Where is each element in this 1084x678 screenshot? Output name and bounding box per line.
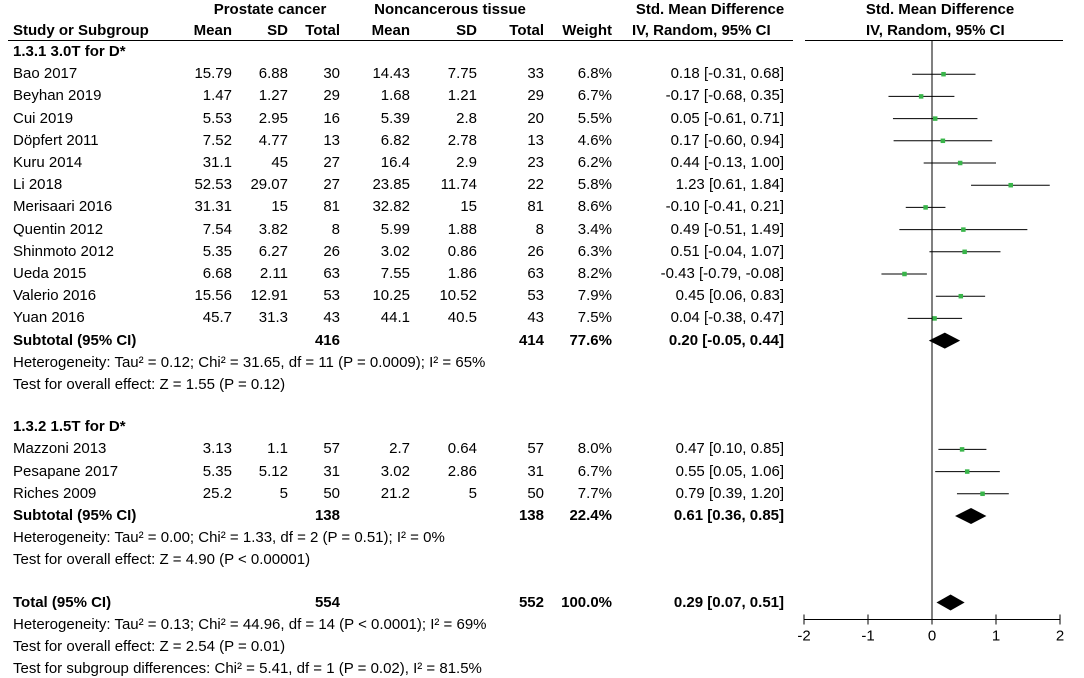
cell-sd2: 0.86 <box>447 242 477 260</box>
cell-m2: 2.7 <box>389 440 410 458</box>
point-estimate-square <box>958 161 963 166</box>
cell-m2: 14.43 <box>372 65 410 83</box>
cell-m1: 7.52 <box>202 131 232 149</box>
study-name: Merisaari 2016 <box>13 198 113 216</box>
cell-sd2: 5 <box>468 484 477 502</box>
study-name: Yuan 2016 <box>13 309 85 327</box>
cell-n1: 53 <box>323 287 340 305</box>
cell-m1: 5.53 <box>202 109 232 127</box>
cell-ci: 0.17 [-0.60, 0.94] <box>670 131 784 149</box>
cell-sd2: 11.74 <box>440 176 477 194</box>
subgroup-title: 1.3.1 3.0T for D* <box>13 43 126 60</box>
cell-sd1: 2.11 <box>259 265 288 282</box>
cell-ci: 0.49 [-0.51, 1.49] <box>670 220 784 238</box>
cell-weight: 6.8% <box>577 65 612 83</box>
cell-weight: 7.7% <box>577 484 612 502</box>
total-label: Total (95% CI) <box>13 593 112 611</box>
point-estimate-square <box>923 205 928 210</box>
subtotal-label: Subtotal (95% CI) <box>13 331 137 349</box>
col-mean1: Mean <box>193 22 232 39</box>
cell-n1: 16 <box>323 109 340 127</box>
cell-n1: 27 <box>323 154 340 171</box>
cell-weight: 7.5% <box>577 309 612 327</box>
subtotal-label: Subtotal (95% CI) <box>13 506 137 524</box>
cell-sd1: 45 <box>271 154 288 171</box>
cell-n2: 57 <box>527 440 544 458</box>
cell-weight: 8.2% <box>577 265 612 282</box>
study-name: Cui 2019 <box>13 109 74 127</box>
cell-ci: 0.51 [-0.04, 1.07] <box>670 242 784 260</box>
cell-sd1: 15 <box>271 198 288 216</box>
cell-sd2: 1.88 <box>447 220 477 238</box>
smd-header: Std. Mean Difference <box>635 1 785 18</box>
total-n2: 552 <box>518 593 544 611</box>
col-sd2: SD <box>456 22 477 39</box>
cell-sd2: 7.75 <box>447 65 477 83</box>
cell-sd1: 5 <box>279 484 288 502</box>
cell-sd1: 2.95 <box>258 109 288 127</box>
cell-n1: 31 <box>323 462 340 480</box>
col-total2: Total <box>509 22 544 39</box>
subtotal-n1: 416 <box>314 331 340 349</box>
cell-m2: 10.25 <box>372 287 410 305</box>
cell-weight: 8.6% <box>577 198 612 216</box>
cell-sd1: 12.91 <box>250 287 288 305</box>
cell-weight: 6.7% <box>577 87 612 105</box>
cell-m1: 31.1 <box>202 154 232 171</box>
cell-m1: 7.54 <box>202 220 232 238</box>
study-name: Valerio 2016 <box>13 287 97 305</box>
study-name: Li 2018 <box>13 176 63 194</box>
cell-m2: 7.55 <box>380 265 410 282</box>
cell-n2: 13 <box>527 131 544 149</box>
cell-weight: 6.7% <box>577 462 612 480</box>
total-heterogeneity-text: Heterogeneity: Tau² = 0.13; Chi² = 44.96, df = 14 (P < 0.0001); I² = 69% <box>13 615 487 633</box>
x-tick-label: -2 <box>797 627 811 645</box>
cell-weight: 3.4% <box>577 220 612 238</box>
cell-ci: 0.79 [0.39, 1.20] <box>675 484 784 502</box>
cell-m1: 31.31 <box>194 198 232 216</box>
cell-ci: 0.04 [-0.38, 0.47] <box>670 309 784 327</box>
cell-m1: 52.53 <box>194 176 232 194</box>
cell-n2: 8 <box>535 220 544 238</box>
cell-n1: 43 <box>323 309 340 327</box>
subtotal-n2: 138 <box>518 506 544 524</box>
point-estimate-square <box>941 139 946 144</box>
subtotal-n1: 138 <box>314 506 340 524</box>
overall-effect-text: Test for overall effect: Z = 1.55 (P = 0.12) <box>13 376 286 393</box>
group1-header: Prostate cancer <box>213 1 327 18</box>
point-estimate-square <box>960 447 965 452</box>
cell-sd2: 2.78 <box>447 131 477 149</box>
cell-m1: 45.7 <box>202 309 232 327</box>
subgroup-title: 1.3.2 1.5T for D* <box>13 418 126 436</box>
total-ci: 0.29 [0.07, 0.51] <box>673 593 784 611</box>
pooled-diamond <box>955 508 986 524</box>
subgroup-difference-text: Test for subgroup differences: Chi² = 5.41, df = 1 (P = 0.02), I² = 81.5% <box>13 660 482 678</box>
cell-weight: 8.0% <box>577 440 612 458</box>
cell-sd2: 2.86 <box>447 462 477 480</box>
cell-weight: 4.6% <box>577 131 612 149</box>
cell-ci: 0.45 [0.06, 0.83] <box>675 287 784 305</box>
cell-m2: 5.99 <box>380 220 410 238</box>
heterogeneity-text: Heterogeneity: Tau² = 0.12; Chi² = 31.65, df = 11 (P = 0.0009); I² = 65% <box>13 353 486 371</box>
cell-n2: 23 <box>527 154 544 171</box>
cell-n2: 31 <box>527 462 544 480</box>
cell-n2: 26 <box>527 242 544 260</box>
cell-m2: 6.82 <box>380 131 410 149</box>
x-tick-label: 1 <box>991 627 1001 645</box>
study-name: Ueda 2015 <box>13 265 87 282</box>
cell-m1: 6.68 <box>202 265 232 282</box>
cell-n1: 26 <box>323 242 340 260</box>
col-weight: Weight <box>562 22 612 39</box>
cell-m1: 5.35 <box>202 462 232 480</box>
cell-m2: 16.4 <box>380 154 410 171</box>
cell-sd2: 2.8 <box>456 109 477 127</box>
study-name: Döpfert 2011 <box>13 131 99 149</box>
cell-n2: 33 <box>527 65 544 83</box>
point-estimate-square <box>961 227 966 232</box>
cell-ci: -0.43 [-0.79, -0.08] <box>660 265 784 282</box>
cell-sd2: 40.5 <box>447 309 477 327</box>
cell-m1: 3.13 <box>202 440 232 458</box>
cell-sd2: 1.86 <box>447 265 477 282</box>
total-n1: 554 <box>314 593 340 611</box>
point-estimate-square <box>965 469 970 474</box>
study-name: Bao 2017 <box>13 65 78 83</box>
cell-m1: 5.35 <box>202 242 232 260</box>
x-tick-label: 2 <box>1055 627 1065 645</box>
plot-ci-header: IV, Random, 95% CI <box>866 22 1005 39</box>
cell-m1: 15.79 <box>194 65 232 83</box>
cell-ci: 1.23 [0.61, 1.84] <box>675 176 784 194</box>
cell-n2: 22 <box>527 176 544 194</box>
cell-m2: 5.39 <box>380 109 410 127</box>
cell-n2: 29 <box>527 87 544 105</box>
cell-n1: 30 <box>323 65 340 83</box>
cell-weight: 6.2% <box>577 154 612 171</box>
col-study: Study or Subgroup <box>13 22 149 39</box>
subtotal-ci: 0.61 [0.36, 0.85] <box>673 506 784 524</box>
cell-n1: 27 <box>323 176 340 194</box>
plot-header: Std. Mean Difference <box>865 1 1015 18</box>
cell-sd2: 2.9 <box>456 154 477 171</box>
cell-ci: 0.47 [0.10, 0.85] <box>675 440 784 458</box>
cell-n2: 81 <box>527 198 544 216</box>
study-name: Mazzoni 2013 <box>13 440 107 458</box>
cell-weight: 7.9% <box>577 287 612 305</box>
cell-m1: 1.47 <box>202 87 232 105</box>
cell-n1: 13 <box>323 131 340 149</box>
cell-ci: 0.44 [-0.13, 1.00] <box>670 154 784 171</box>
cell-ci: 0.18 [-0.31, 0.68] <box>670 65 784 83</box>
col-total1: Total <box>305 22 340 39</box>
point-estimate-square <box>932 316 937 321</box>
cell-n2: 53 <box>527 287 544 305</box>
point-estimate-square <box>941 72 946 77</box>
pooled-diamond <box>936 595 964 611</box>
col-sd1: SD <box>267 22 288 39</box>
cell-weight: 5.8% <box>577 176 612 194</box>
cell-n1: 50 <box>323 484 340 502</box>
cell-sd1: 4.77 <box>258 131 288 149</box>
cell-n2: 43 <box>527 309 544 327</box>
cell-sd1: 31.3 <box>258 309 288 327</box>
cell-n1: 63 <box>323 265 340 282</box>
cell-ci: 0.55 [0.05, 1.06] <box>675 462 784 480</box>
point-estimate-square <box>902 272 907 277</box>
cell-ci: 0.05 [-0.61, 0.71] <box>670 109 784 127</box>
cell-weight: 5.5% <box>577 109 612 127</box>
cell-m2: 21.2 <box>380 484 410 502</box>
cell-sd1: 5.12 <box>258 462 288 480</box>
x-tick-label: -1 <box>861 627 875 645</box>
point-estimate-square <box>959 294 964 299</box>
cell-sd1: 29.07 <box>250 176 288 194</box>
heterogeneity-text: Heterogeneity: Tau² = 0.00; Chi² = 1.33, df = 2 (P = 0.51); I² = 0% <box>13 529 445 547</box>
cell-ci: -0.10 [-0.41, 0.21] <box>665 198 784 216</box>
point-estimate-square <box>962 250 967 255</box>
group2-header: Noncancerous tissue <box>374 1 526 18</box>
cell-sd2: 0.64 <box>447 440 477 458</box>
x-tick-label: 0 <box>927 627 937 645</box>
pooled-diamond <box>929 333 960 349</box>
cell-m2: 32.82 <box>372 198 410 216</box>
point-estimate-square <box>933 116 938 121</box>
subtotal-weight: 22.4% <box>569 506 612 524</box>
point-estimate-square <box>980 492 985 497</box>
total-overall-effect-text: Test for overall effect: Z = 2.54 (P = 0.01) <box>13 637 286 655</box>
cell-m1: 15.56 <box>194 287 232 305</box>
point-estimate-square <box>919 94 924 99</box>
col-ci: IV, Random, 95% CI <box>632 22 771 39</box>
study-name: Quentin 2012 <box>13 220 104 238</box>
cell-n2: 20 <box>527 109 544 127</box>
col-mean2: Mean <box>371 22 410 39</box>
cell-n2: 50 <box>527 484 544 502</box>
study-name: Pesapane 2017 <box>13 462 119 480</box>
cell-weight: 6.3% <box>577 242 612 260</box>
cell-m2: 23.85 <box>372 176 410 194</box>
cell-sd1: 6.27 <box>258 242 288 260</box>
cell-sd1: 1.1 <box>267 440 288 458</box>
total-weight: 100.0% <box>561 593 612 611</box>
cell-sd1: 1.27 <box>258 87 288 105</box>
study-name: Kuru 2014 <box>13 154 83 171</box>
cell-m2: 1.68 <box>380 87 410 105</box>
cell-m2: 3.02 <box>380 462 410 480</box>
cell-sd1: 3.82 <box>258 220 288 238</box>
cell-n1: 29 <box>323 87 340 105</box>
subtotal-weight: 77.6% <box>569 331 612 349</box>
cell-m1: 25.2 <box>202 484 232 502</box>
subtotal-ci: 0.20 [-0.05, 0.44] <box>668 331 784 349</box>
subtotal-n2: 414 <box>518 331 544 349</box>
cell-m2: 3.02 <box>380 242 410 260</box>
study-name: Beyhan 2019 <box>13 87 102 105</box>
cell-sd2: 15 <box>460 198 477 216</box>
cell-n1: 8 <box>331 220 340 238</box>
point-estimate-square <box>1008 183 1013 188</box>
cell-sd2: 1.21 <box>447 87 477 105</box>
study-name: Shinmoto 2012 <box>13 242 114 260</box>
cell-sd2: 10.52 <box>439 287 477 305</box>
study-name: Riches 2009 <box>13 484 97 502</box>
cell-ci: -0.17 [-0.68, 0.35] <box>665 87 784 105</box>
overall-effect-text: Test for overall effect: Z = 4.90 (P < 0.00001) <box>13 551 311 569</box>
cell-n1: 81 <box>323 198 340 216</box>
cell-n1: 57 <box>323 440 340 458</box>
cell-sd1: 6.88 <box>258 65 288 83</box>
cell-m2: 44.1 <box>380 309 410 327</box>
cell-n2: 63 <box>527 265 544 282</box>
